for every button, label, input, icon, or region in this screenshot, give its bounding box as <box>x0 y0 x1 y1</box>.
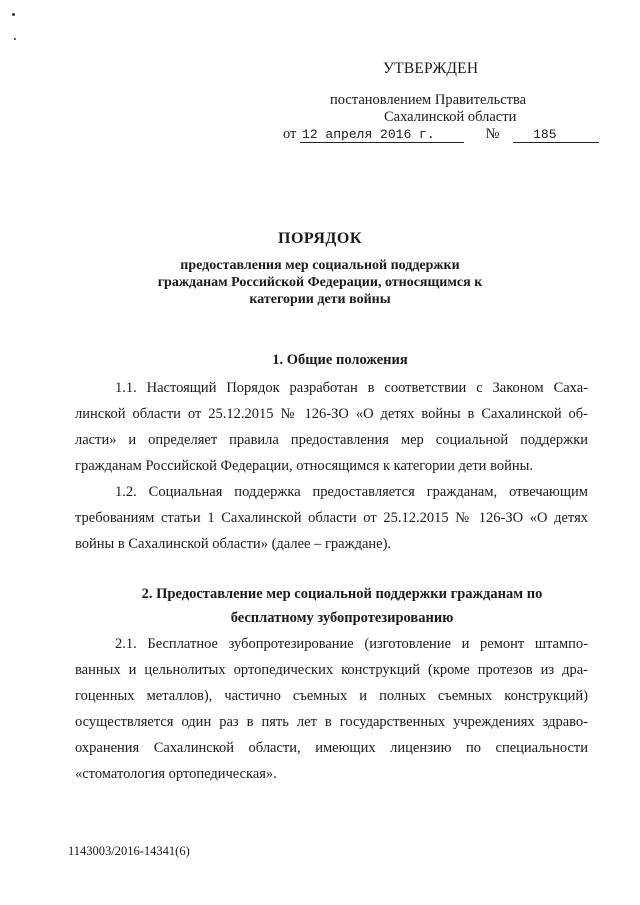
section-2-line: ванных и цельнолитых ортопедических конструкций (кроме протезов из дра- <box>75 662 588 678</box>
document-subtitle-line: гражданам Российской Федерации, относящимся к <box>157 275 483 290</box>
document-subtitle-line: категории дети войны <box>249 292 391 307</box>
approval-title: УТВЕРЖДЕН <box>383 60 479 77</box>
document-subtitle-line: предоставления мер социальной поддержки <box>180 258 460 273</box>
section-2-line: охранения Сахалинской области, имеющих лицензию по специальности <box>75 740 588 756</box>
section-1-line: ласти» и определяет правила предоставления мер социальной поддержки <box>75 432 588 448</box>
section-1-line: войны в Сахалинской области» (далее – граждане). <box>75 536 392 552</box>
section-1-line: требованиям статьи 1 Сахалинской области от 25.12.2015 № 126-ЗО «О детях <box>75 510 588 526</box>
section-2-heading: 2. Предоставление мер социальной поддержки гражданам по <box>141 586 543 602</box>
section-2-line: гоценных металлов), частично съемных и полных съемных конструкций) <box>75 688 588 704</box>
approval-line-2: Сахалинской области <box>384 109 517 125</box>
section-1-line: гражданам Российской Федерации, относящимся к категории дети войны. <box>75 458 533 474</box>
approval-date: 12 апреля 2016 г. <box>300 127 464 143</box>
scan-speck <box>14 38 16 40</box>
approval-number: 185 <box>513 127 599 143</box>
section-2-line: осуществляется один раз в пять лет в государственных учреждениях здраво- <box>75 714 588 730</box>
section-1-line: 1.1. Настоящий Порядок разработан в соответствии с Законом Саха- <box>115 380 588 396</box>
scan-speck <box>12 13 15 16</box>
document-title: ПОРЯДОК <box>278 230 362 247</box>
approval-line-1: постановлением Правительства <box>330 92 527 108</box>
section-1-heading: 1. Общие положения <box>272 352 408 368</box>
section-2-line: «стоматология ортопедическая». <box>75 766 277 782</box>
approval-from-label: от <box>283 126 297 142</box>
approval-date-row <box>283 126 599 143</box>
approval-number-sign: № <box>485 126 500 142</box>
section-1-line: линской области от 25.12.2015 № 126-ЗО «О детях войны в Сахалинской об- <box>75 406 588 422</box>
section-2-heading-cont: бесплатному зубопротезированию <box>230 610 454 626</box>
document-registration-code: 1143003/2016-14341(6) <box>68 844 190 858</box>
section-2-line: 2.1. Бесплатное зубопротезирование (изготовление и ремонт штампо- <box>115 636 588 652</box>
section-1-line: 1.2. Социальная поддержка предоставляется гражданам, отвечающим <box>115 484 588 500</box>
